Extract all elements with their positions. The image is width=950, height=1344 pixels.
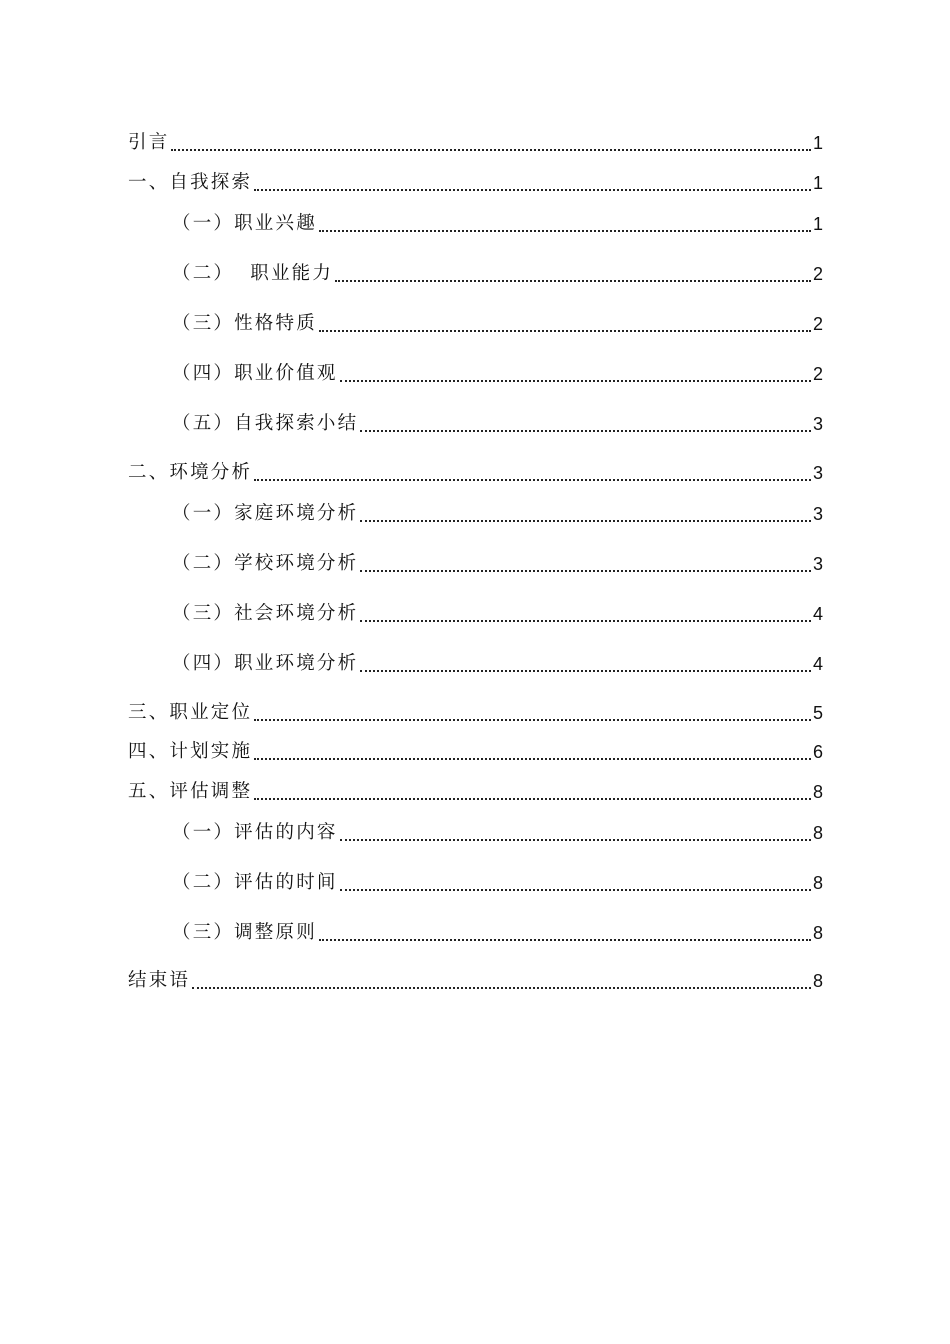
toc-entry-title: （二）评估的时间 [172, 872, 338, 893]
toc-entry-page: 5 [812, 703, 823, 723]
toc-entry-page: 1 [812, 173, 823, 193]
toc-entry-title: 结束语 [128, 970, 191, 991]
toc-entry-title: （三）调整原则 [172, 922, 317, 943]
toc-entry-title: （四）职业环境分析 [172, 653, 359, 674]
toc-entry-page: 8 [812, 873, 823, 893]
toc-entry-social-environment[interactable] [172, 599, 823, 629]
toc-entry-page: 2 [812, 264, 823, 284]
toc-dot-leader [340, 889, 811, 891]
toc-entry-title: 引言 [128, 132, 170, 153]
toc-entry-conclusion[interactable] [128, 966, 823, 996]
toc-entry-title: （五）自我探索小结 [172, 413, 359, 434]
toc-entry-self-summary[interactable] [172, 409, 823, 439]
toc-entry-title: （二）学校环境分析 [172, 553, 359, 574]
toc-dot-leader [192, 987, 811, 989]
toc-entry-evaluation-content[interactable] [172, 818, 823, 848]
toc-dot-leader [360, 620, 811, 622]
toc-entry-career-positioning[interactable] [128, 698, 823, 728]
toc-entry-career-environment[interactable] [172, 649, 823, 679]
toc-entry-plan-implementation[interactable] [128, 737, 823, 767]
toc-dot-leader [360, 670, 811, 672]
toc-entry-adjustment-principles[interactable] [172, 918, 823, 948]
toc-entry-page: 3 [812, 414, 823, 434]
toc-entry-career-interest[interactable] [172, 209, 823, 239]
toc-entry-evaluation-time[interactable] [172, 868, 823, 898]
toc-entry-title: （一）职业兴趣 [172, 213, 317, 234]
toc-dot-leader [319, 939, 811, 941]
toc-dot-leader [360, 520, 811, 522]
toc-entry-title: 五、评估调整 [128, 781, 253, 802]
toc-dot-leader [340, 380, 811, 382]
toc-entry-page: 2 [812, 314, 823, 334]
toc-entry-page: 3 [812, 463, 823, 483]
toc-entry-page: 8 [812, 923, 823, 943]
toc-entry-title: （一）评估的内容 [172, 822, 338, 843]
toc-dot-leader [254, 479, 811, 481]
toc-dot-leader [254, 719, 811, 721]
toc-entry-page: 1 [812, 133, 823, 153]
toc-entry-page: 1 [812, 214, 823, 234]
toc-dot-leader [360, 570, 811, 572]
toc-entry-title: （三）性格特质 [172, 313, 317, 334]
toc-entry-page: 8 [812, 823, 823, 843]
toc-entry-career-ability[interactable] [172, 259, 823, 289]
toc-dot-leader [319, 330, 811, 332]
toc-entry-title: （三）社会环境分析 [172, 603, 359, 624]
toc-entry-page: 8 [812, 782, 823, 802]
toc-entry-title: （二） 职业能力 [172, 263, 334, 284]
toc-dot-leader [340, 839, 811, 841]
toc-dot-leader [319, 230, 811, 232]
toc-entry-environment-analysis[interactable] [128, 458, 823, 488]
toc-entry-page: 3 [812, 554, 823, 574]
toc-dot-leader [171, 149, 811, 151]
toc-dot-leader [254, 758, 811, 760]
toc-entry-page: 4 [812, 654, 823, 674]
toc-entry-evaluation-adjustment[interactable] [128, 777, 823, 807]
toc-entry-page: 3 [812, 504, 823, 524]
toc-entry-title: 一、自我探索 [128, 172, 253, 193]
toc-entry-page: 8 [812, 971, 823, 991]
toc-entry-title: 四、计划实施 [128, 741, 253, 762]
toc-entry-self-exploration[interactable] [128, 168, 823, 198]
toc-entry-intro[interactable] [128, 128, 823, 158]
toc-entry-school-environment[interactable] [172, 549, 823, 579]
toc-entry-personality[interactable] [172, 309, 823, 339]
toc-entry-page: 2 [812, 364, 823, 384]
toc-entry-career-values[interactable] [172, 359, 823, 389]
toc-dot-leader [360, 430, 811, 432]
toc-dot-leader [335, 280, 811, 282]
toc-dot-leader [254, 798, 811, 800]
toc-entry-title: （一）家庭环境分析 [172, 503, 359, 524]
toc-dot-leader [254, 189, 811, 191]
toc-entry-family-environment[interactable] [172, 499, 823, 529]
toc-entry-page: 6 [812, 742, 823, 762]
toc-entry-page: 4 [812, 604, 823, 624]
toc-entry-title: （四）职业价值观 [172, 363, 338, 384]
toc-entry-title: 三、职业定位 [128, 702, 253, 723]
toc-entry-title: 二、环境分析 [128, 462, 253, 483]
